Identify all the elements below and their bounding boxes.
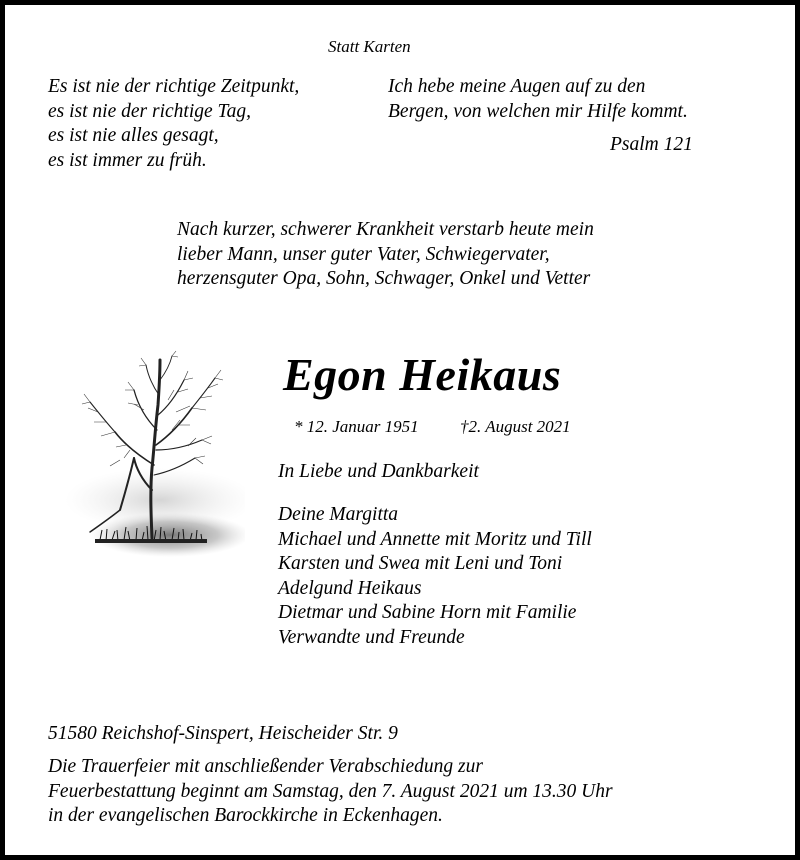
announcement-line: lieber Mann, unser guter Vater, Schwiegervater, — [177, 243, 550, 265]
psalm-reference: Psalm 121 — [610, 134, 693, 155]
mourners-intro: In Liebe und Dankbarkeit — [278, 461, 479, 482]
poem-line: es ist nie alles gesagt, — [48, 125, 219, 146]
psalm-quote — [388, 75, 688, 124]
announcement-line: herzensguter Opa, Sohn, Schwager, Onkel und Vetter — [177, 268, 591, 289]
funeral-line: in der evangelischen Barockkirche in Eckenhagen. — [48, 805, 443, 826]
statt-karten-heading: Statt Karten — [328, 37, 411, 56]
poem-line: es ist immer zu früh. — [48, 149, 207, 171]
psalm-line: Ich hebe meine Augen auf zu den — [388, 76, 646, 97]
mourners-list — [278, 503, 592, 650]
death-date: †2. August 2021 — [460, 417, 571, 436]
birth-date: * 12. Januar 1951 — [294, 417, 419, 436]
family-address: 51580 Reichshof-Sinspert, Heischeider Str. 9 — [48, 723, 398, 744]
funeral-line: Die Trauerfeier mit anschließender Verabschiedung zur — [48, 756, 483, 777]
poem-line: es ist nie der richtige Tag, — [48, 100, 251, 122]
deceased-name: Egon Heikaus — [283, 349, 562, 400]
mourner-name: Deine Margitta — [278, 504, 399, 525]
funeral-info — [48, 755, 613, 829]
psalm-line: Bergen, von welchen mir Hilfe kommt. — [388, 100, 688, 122]
poem-left — [48, 75, 299, 173]
mourner-name: Dietmar und Sabine Horn mit Familie — [278, 602, 577, 623]
poem-line: Es ist nie der richtige Zeitpunkt, — [48, 76, 300, 97]
funeral-line: Feuerbestattung beginnt am Samstag, den 7. August 2021 um 13.30 Uhr — [48, 780, 613, 802]
mourner-name: Adelgund Heikaus — [278, 577, 422, 599]
announcement-text — [177, 218, 594, 292]
announcement-line: Nach kurzer, schwerer Krankheit verstarb heute mein — [177, 219, 594, 240]
mourner-name: Verwandte und Freunde — [278, 626, 465, 648]
mourner-name: Karsten und Swea mit Leni und Toni — [278, 553, 563, 574]
tree-illustration — [60, 350, 245, 565]
mourner-name: Michael und Annette mit Moritz und Till — [278, 528, 592, 550]
